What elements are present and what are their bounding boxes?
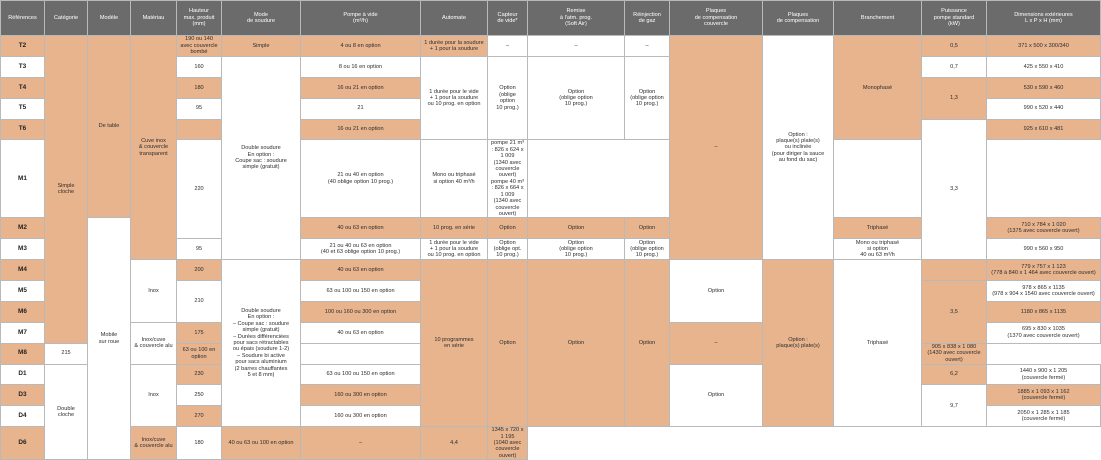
header-cell: Mode de soudure bbox=[222, 1, 301, 36]
table-cell: 779 x 757 x 1 123 (778 à 840 x 1 464 avec couvercle ouvert) bbox=[987, 260, 1101, 281]
table-cell: 4,4 bbox=[421, 427, 488, 460]
table-cell: 1885 x 1 093 x 1 162 (couvercle fermé) bbox=[987, 385, 1101, 406]
table-cell: 95 bbox=[177, 98, 222, 119]
table-cell: 16 ou 21 en option bbox=[301, 77, 421, 98]
reference-cell: M4 bbox=[1, 260, 45, 281]
table-cell: 160 ou 300 en option bbox=[301, 385, 421, 406]
reference-cell: M3 bbox=[1, 239, 45, 260]
table-cell: 6,2 bbox=[922, 364, 987, 385]
table-cell: 63 ou 100 ou 150 en option bbox=[301, 281, 421, 302]
table-cell: Inox bbox=[131, 364, 177, 427]
header-cell: Branchement bbox=[834, 1, 922, 36]
header-cell: Matériau bbox=[131, 1, 177, 36]
table-cell: 190 ou 140 avec couvercle bombé bbox=[177, 36, 222, 57]
table-body bbox=[1, 36, 1101, 460]
reference-cell: T3 bbox=[1, 56, 45, 77]
header-cell: Dimensions extérieures L x P x H (mm) bbox=[987, 1, 1101, 36]
header-row bbox=[1, 1, 1101, 36]
table-cell: Inox/cuve & couvercle alu bbox=[131, 322, 177, 364]
table-cell: Option (oblige option 10 prog.) bbox=[625, 56, 670, 140]
table-cell: Cuve inox & couvercle transparent bbox=[131, 36, 177, 260]
table-cell: 21 ou 40 en option (40 oblige option 10 prog.) bbox=[301, 140, 421, 218]
reference-cell: T5 bbox=[1, 98, 45, 119]
table-cell: 16 ou 21 en option bbox=[301, 119, 421, 140]
table-cell: 180 bbox=[177, 427, 222, 460]
table-cell: Option (oblige option 10 prog.) bbox=[625, 239, 670, 260]
table-cell: 1440 x 900 x 1 205 (couvercle fermé) bbox=[987, 364, 1101, 385]
table-cell: 63 ou 100 en option bbox=[177, 343, 222, 364]
table-cell: 40 ou 63 en option bbox=[301, 260, 421, 281]
table-cell: Option : plaque(s) plate(s) bbox=[763, 260, 834, 427]
table-row bbox=[1, 36, 1101, 57]
table-cell: – bbox=[670, 36, 763, 260]
table-cell: 710 x 784 x 1 020 (1375 avec couvercle ouvert) bbox=[987, 218, 1101, 239]
table-cell: Triphasé bbox=[834, 260, 922, 427]
header-cell: Automate bbox=[421, 1, 488, 36]
table-cell: Option bbox=[625, 218, 670, 239]
table-cell: pompe 21 m³ : 826 x 624 x 1 009 (1340 avec couvercle ouvert) pompe 40 m³ : 826 x 664 x 1 009 (1340 avec couvercle ouvert) bbox=[488, 140, 528, 218]
table-cell: 925 x 610 x 481 bbox=[987, 119, 1101, 140]
table-cell: Double soudure En option : Coupe sac : soudure simple (gratuit) bbox=[222, 56, 301, 259]
table-cell: 9,7 bbox=[922, 385, 987, 427]
table-cell: 371 x 500 x 300/340 bbox=[987, 36, 1101, 57]
table-cell: 10 programmes en série bbox=[421, 260, 488, 427]
table-cell: 425 x 550 x 410 bbox=[987, 56, 1101, 77]
table-cell: 230 bbox=[177, 364, 222, 385]
reference-cell: M7 bbox=[1, 322, 45, 343]
table-cell: 1,3 bbox=[922, 77, 987, 119]
table-cell: Option bbox=[625, 260, 670, 427]
table-cell: 100 ou 160 ou 300 en option bbox=[301, 301, 421, 322]
table-cell: 4 ou 8 en option bbox=[301, 36, 421, 57]
table-cell: 0,5 bbox=[922, 36, 987, 57]
reference-cell: T2 bbox=[1, 36, 45, 57]
table-cell: Option bbox=[488, 260, 528, 427]
reference-cell: D3 bbox=[1, 385, 45, 406]
table-cell bbox=[177, 119, 222, 140]
table-cell: Option bbox=[670, 364, 763, 427]
reference-cell: D6 bbox=[1, 427, 45, 460]
table-cell: 210 bbox=[177, 281, 222, 323]
table-cell: 1 durée pour le vide + 1 pour la soudure ou 10 prog. en option bbox=[421, 56, 488, 140]
table-cell: 1 durée pour la soudure + 1 pour la soudure bbox=[421, 36, 488, 57]
header-cell: Plaques de compensation bbox=[763, 1, 834, 36]
table-cell: 530 x 590 x 460 bbox=[987, 77, 1101, 98]
table-cell: 21 bbox=[301, 98, 421, 119]
table-cell: 40 ou 63 en option bbox=[301, 322, 421, 343]
table-cell: – bbox=[670, 322, 763, 364]
table-cell: 270 bbox=[177, 406, 222, 427]
table-row bbox=[1, 260, 1101, 281]
table-cell: Mobile sur roue bbox=[88, 218, 131, 460]
table-cell: Option (oblige option 10 prog.) bbox=[488, 56, 528, 140]
header-cell: Remise à l'atm. prog. (Soft Air) bbox=[528, 1, 625, 36]
table-cell: Option (oblige opt. 10 prog.) bbox=[488, 239, 528, 260]
header-cell: Catégorie bbox=[45, 1, 88, 36]
table-cell: Option (oblige option 10 prog.) bbox=[528, 56, 625, 140]
table-cell: 95 bbox=[177, 239, 222, 260]
header-cell: Pompe à vide (m³/h) bbox=[301, 1, 421, 36]
table-cell: 63 ou 100 ou 150 en option bbox=[301, 364, 421, 385]
table-cell: – bbox=[488, 36, 528, 57]
table-cell: 220 bbox=[177, 140, 222, 239]
reference-cell: M8 bbox=[1, 343, 45, 364]
table-cell: 180 bbox=[177, 77, 222, 98]
table-cell: 990 x 560 x 950 bbox=[987, 239, 1101, 260]
table-cell: 215 bbox=[45, 343, 88, 364]
table-cell: Simple cloche bbox=[45, 36, 88, 344]
table-cell: 160 bbox=[177, 56, 222, 77]
table-cell: 2050 x 1 285 x 1 185 (couvercle fermé) bbox=[987, 406, 1101, 427]
table-cell: 8 ou 16 en option bbox=[301, 56, 421, 77]
table-cell: 0,7 bbox=[922, 56, 987, 77]
table-cell: 3,3 bbox=[922, 119, 987, 260]
table-cell: Inox/cuve & couvercle alu bbox=[131, 427, 177, 460]
header-cell: Plaques de compensation couvercle bbox=[670, 1, 763, 36]
reference-cell: M1 bbox=[1, 140, 45, 218]
table-cell: 10 prog. en série bbox=[421, 218, 488, 239]
table-cell: – bbox=[528, 36, 625, 57]
table-cell: 978 x 865 x 1135 (978 x 904 x 1540 avec couvercle ouvert) bbox=[987, 281, 1101, 302]
table-cell: – bbox=[625, 36, 670, 57]
table-cell: Option bbox=[670, 260, 763, 323]
table-cell: Triphasé bbox=[834, 218, 922, 239]
table-cell: De table bbox=[88, 36, 131, 218]
table-cell: 990 x 520 x 440 bbox=[987, 98, 1101, 119]
table-cell: 695 x 830 x 1035 (1370 avec couvercle ouvert) bbox=[987, 322, 1101, 343]
table-cell: Mono ou triphasé si option 40 m³/h bbox=[421, 140, 488, 218]
table-cell: Option bbox=[528, 260, 625, 427]
reference-cell: D1 bbox=[1, 364, 45, 385]
table-cell bbox=[922, 260, 987, 281]
table-cell: 3,5 bbox=[922, 281, 987, 344]
table-cell: – bbox=[301, 427, 421, 460]
table-cell: Mono ou triphasé si option 40 ou 63 m³/h bbox=[834, 239, 922, 260]
header-cell: Réinjection de gaz bbox=[625, 1, 670, 36]
table-cell: 250 bbox=[177, 385, 222, 406]
header-cell: Hauteur max. produit (mm) bbox=[177, 1, 222, 36]
reference-cell: T6 bbox=[1, 119, 45, 140]
table-cell: Double cloche bbox=[45, 364, 88, 460]
reference-cell: M6 bbox=[1, 301, 45, 322]
header-cell: Références bbox=[1, 1, 45, 36]
table-cell: 905 x 838 x 1 080 (1430 avec couvercle ouvert) bbox=[922, 343, 987, 364]
table-cell: Option bbox=[488, 218, 528, 239]
header-cell: Capteur de vide* bbox=[488, 1, 528, 36]
header-cell: Puissance pompe standard (kW) bbox=[922, 1, 987, 36]
reference-cell: M5 bbox=[1, 281, 45, 302]
table-cell: Option bbox=[528, 218, 625, 239]
table-cell: 40 ou 63 ou 100 en option bbox=[222, 427, 301, 460]
table-cell: 1345 x 720 x 1 195 (1040 avec couvercle ouvert) bbox=[488, 427, 528, 460]
table-cell: 21 ou 40 ou 63 en option (40 et 63 oblige option 10 prog.) bbox=[301, 239, 421, 260]
table-cell: Double soudure En option : – Coupe sac : soudure simple (gratuit) – Durées différenciées pour sacs rétractables ou épais (soudure 1-2) – Soudure bi active pour sacs aluminium (2 barres chauffantes 5 et 8 mm) bbox=[222, 260, 301, 427]
table-cell: Option : plaque(s) plate(s) ou inclinée (pour diriger la sauce au fond du sac) bbox=[763, 36, 834, 260]
table-cell: Simple bbox=[222, 36, 301, 57]
reference-cell: M2 bbox=[1, 218, 45, 239]
reference-cell: D4 bbox=[1, 406, 45, 427]
reference-cell: T4 bbox=[1, 77, 45, 98]
table-cell: Monophasé bbox=[834, 36, 922, 140]
header-cell: Modèle bbox=[88, 1, 131, 36]
table-cell: 200 bbox=[177, 260, 222, 281]
table-row bbox=[1, 427, 1101, 460]
table-cell: Inox bbox=[131, 260, 177, 323]
table-cell: 40 ou 63 en option bbox=[301, 218, 421, 239]
table-cell: Option (oblige option 10 prog.) bbox=[528, 239, 625, 260]
table-cell: 1180 x 865 x 1135 bbox=[987, 301, 1101, 322]
table-cell: 160 ou 300 en option bbox=[301, 406, 421, 427]
table-cell: 1 durée pour le vide + 1 pour la soudure ou 10 prog. en option bbox=[421, 239, 488, 260]
table-cell bbox=[301, 343, 421, 364]
table-cell: 175 bbox=[177, 322, 222, 343]
